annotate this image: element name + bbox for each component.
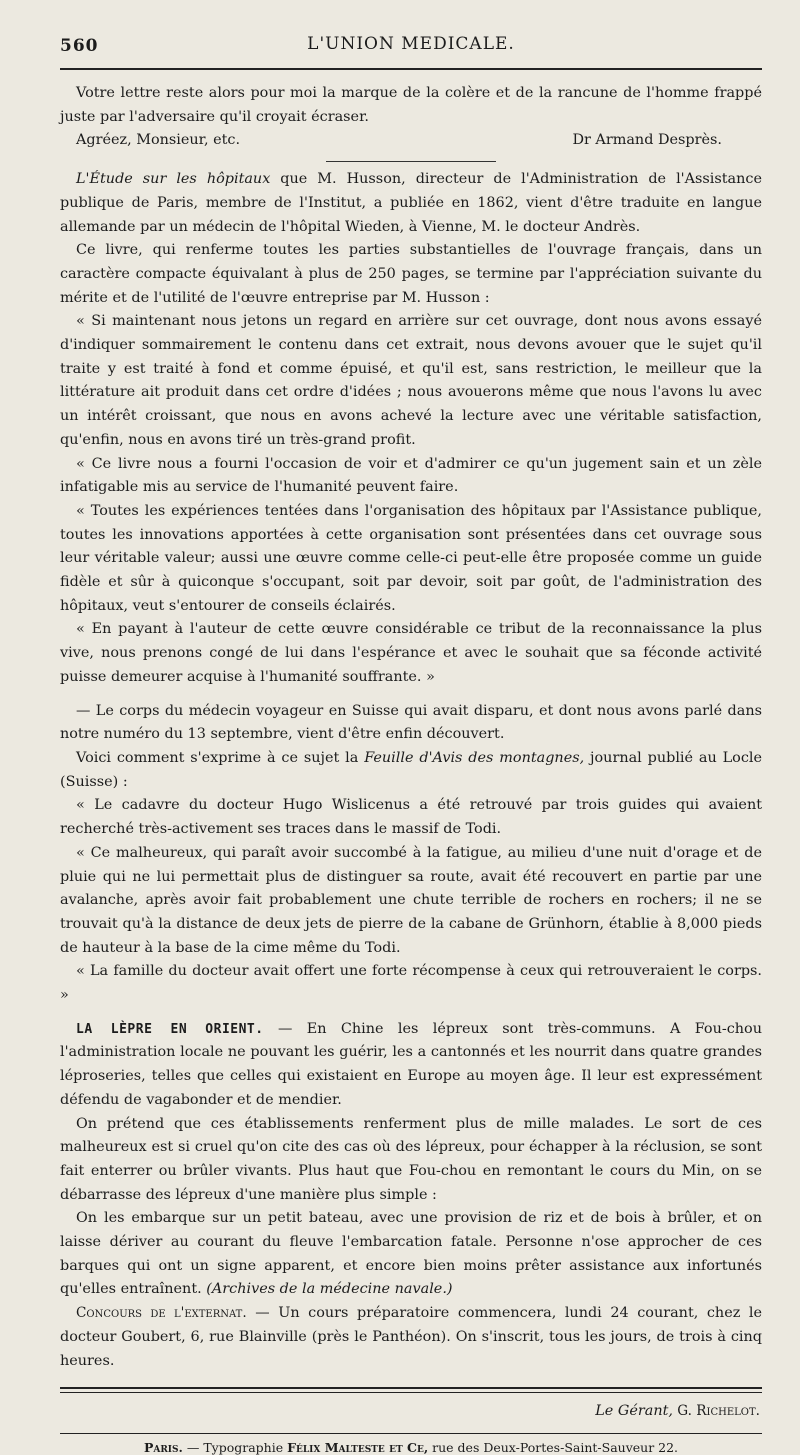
husson-quote: « Toutes les expériences tentées dans l'organisation des hôpitaux par l'Assistance publique, toutes les innovations apportées à cette organisation sont présentées dans cet ouvrage sous leur véritable valeur; aussi une œuvre comme celle-ci peut-elle être proposée comme un guide fidèle et sûr à quiconque s'occupant, soit par devoir, soit par goût, de l'administration des hôpitaux, veut s'entourer de conseils éclairés. — [60, 502, 762, 614]
husson-quote: « Ce livre nous a fourni l'occasion de voir et d'admirer ce qu'un jugement sain et un zèle infatigable mis au service de l'humanité peuvent faire. — [60, 455, 762, 496]
journal-name: Feuille d'Avis des montagnes, — [364, 750, 585, 766]
husson-quote: « Si maintenant nous jetons un regard en arrière sur cet ouvrage, dont nous avons essayé d'indiquer sommairement le contenu dans cet extrait, nous devons avouer que le sujet qu'il traite y est traité à fond et comme épuisé, et qu'il est, sans restriction, le meilleur que la littérature ait produit dans cet ordre d'idées ; nous avouerons même que nous l'avons lu avec un intérêt croissant, que nous en avons achevé la lecture avec une véritable satisfaction, qu'enfin, nous en avons tiré un très-grand profit. — [60, 313, 762, 448]
footer-rule — [60, 1387, 762, 1389]
page-number: 560 — [60, 36, 99, 56]
wislicenus-paragraph: Voici comment s'exprime à ce sujet la Feuille d'Avis des montagnes, journal publié au Locle (Suisse) : — [60, 750, 763, 790]
printer-imprint: Paris. — Typographie Félix Malteste et Ce, rue des Deux-Portes-Saint-Sauveur 22. — [60, 1433, 762, 1455]
footer-rule — [60, 1392, 762, 1393]
book-title: L'Étude sur les hôpitaux — [76, 171, 271, 188]
source-citation: (Archives de la médecine navale.) — [206, 1281, 453, 1298]
section-heading: Concours de l'externat. — [76, 1305, 247, 1322]
section-divider — [326, 161, 496, 162]
husson-paragraph: Ce livre, qui renferme toutes les parties substantielles de l'ouvrage français, dans un caractère compacte équivalant à plus de 250 pages, se termine par l'appréciation suivante du mérite et de l'utilité de l'œuvre entreprise par M. Husson : — [60, 242, 762, 306]
husson-paragraph: L'Étude sur les hôpitaux que M. Husson, directeur de l'Administration de l'Assistance publique de Paris, membre de l'Institut, a publiée en 1862, vient d'être traduite en langue allemande par un médecin de l'hôpital Wieden, à Vienne, M. le docteur Andrès. — [60, 171, 762, 235]
letter-closing: Agréez, Monsieur, etc. — [76, 132, 241, 149]
running-head — [60, 32, 762, 64]
wislicenus-quote: « Le cadavre du docteur Hugo Wislicenus a été retrouvé par trois guides qui avaient recherché très-activement ses traces dans le massif de Todi. — [60, 797, 762, 838]
journal-title: L'UNION MEDICALE. — [307, 34, 515, 54]
husson-quote: « En payant à l'auteur de cette œuvre considérable ce tribut de la reconnaissance la plus vive, nous prenons congé de lui dans l'espérance et avec le souhait que sa féconde activité puisse demeurer acquise à l'humanité souffrante. » — [60, 621, 762, 685]
letter-signature: Dr Armand Desprès. — [572, 132, 722, 149]
lepre-paragraph: On prétend que ces établissements renferment plus de mille malades. Le sort de ces malheureux est si cruel qu'on cite des cas où des lépreux, pour échapper à la réclusion, se sont fait enterrer ou brûler vivants. Plus haut que Fou-chou en remontant le cours du Min, on se débarrasse des lépreux d'une manière plus simple : — [60, 1115, 762, 1203]
wislicenus-quote: « La famille du docteur avait offert une forte récompense à ceux qui retrouveraient le corps. » — [60, 963, 762, 1004]
lepre-paragraph: On les embarque sur un petit bateau, avec une provision de riz et de bois à brûler, et on laisse dériver au courant du fleuve l'embarcation fatale. Personne n'ose approcher de ces barques qui ont un signe apparent, et encore bien moins prêter assistance aux infortunés qu'elles entraînent. (Archives de la médecine navale.) — [60, 1210, 762, 1298]
concours-paragraph: Concours de l'externat. — Un cours préparatoire commencera, lundi 24 courant, chez le docteur Goubert, 6, rue Blainville (près le Panthéon). On s'inscrit, tous les jours, de trois à cinq heures. — [60, 1305, 762, 1369]
wislicenus-paragraph: — Le corps du médecin voyageur en Suisse qui avait disparu, et dont nous avons parlé dans notre numéro du 13 septembre, vient d'être enfin découvert. — [60, 702, 762, 743]
article-body — [60, 82, 762, 1373]
gerant-line: Le Gérant, G. Richelot. — [595, 1403, 760, 1420]
section-heading: LA LÈPRE EN ORIENT. — [76, 1021, 264, 1037]
header-rule — [60, 68, 762, 70]
wislicenus-quote: « Ce malheureux, qui paraît avoir succombé à la fatigue, au milieu d'une nuit d'orage et de pluie qui ne lui permettait plus de distinguer sa route, avait été recouvert en partie par une avalanche, après avoir fait probablement une chute terrible de rochers en rochers; il ne se trouvait qu'à la distance de deux jets de pierre de la cabane de Grünhorn, établie à 8,000 pieds de hauteur à la base de la cime même du Todi. — [60, 844, 762, 956]
lepre-paragraph: LA LÈPRE EN ORIENT. — En Chine les lépreux sont très-communs. A Fou-chou l'administration locale ne pouvant les guérir, les a cantonnés et les nourrit dans quatre grandes léproseries, telles que celles qui existaient en Europe au moyen âge. Il leur est expressément défendu de vagabonder et de mendier. — [60, 1020, 762, 1108]
letter-paragraph: Votre lettre reste alors pour moi la marque de la colère et de la rancune de l'homme frappé juste par l'adversaire qu'il croyait écraser. — [60, 85, 762, 125]
